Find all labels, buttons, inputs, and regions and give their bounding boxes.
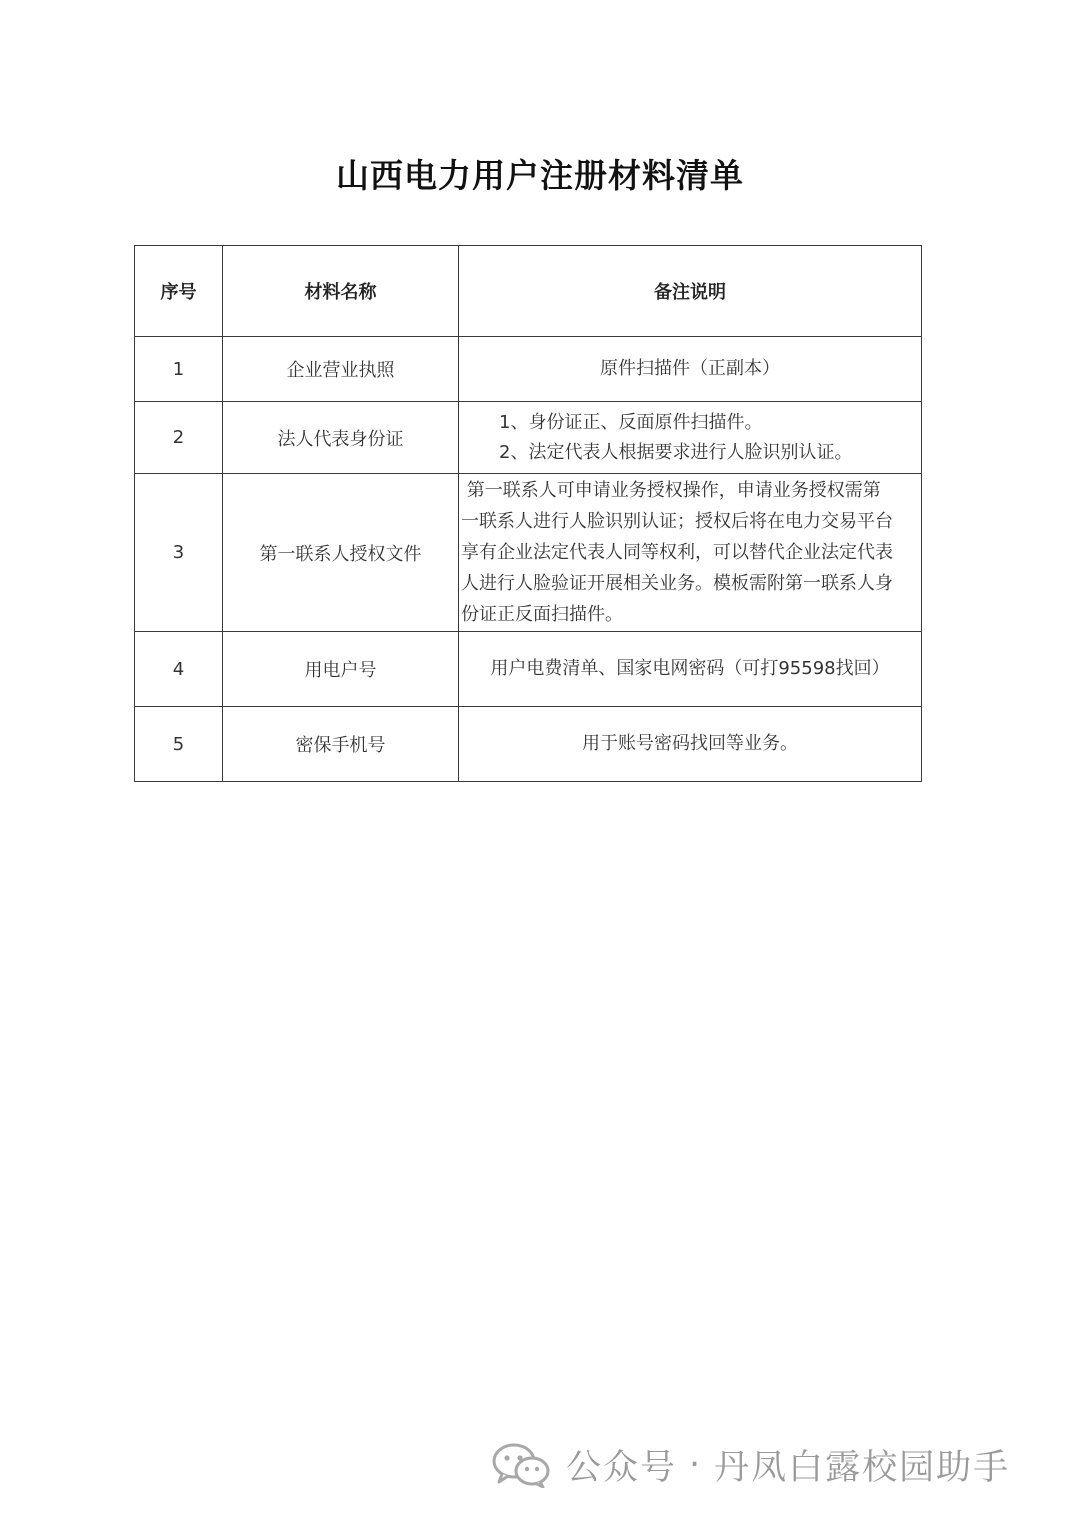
material-name: 企业营业执照 xyxy=(223,337,459,402)
table-row xyxy=(135,474,922,632)
remark-line: 一联系人进行人脸识别认证；授权后将在电力交易平台 xyxy=(461,511,893,532)
table-row xyxy=(135,402,922,474)
row-number: 4 xyxy=(135,632,223,707)
header-material-name: 材料名称 xyxy=(223,246,459,337)
watermark xyxy=(490,1440,1010,1490)
table-header-row xyxy=(135,246,922,337)
remark-line: 份证正反面扫描件。 xyxy=(461,604,623,625)
remark-line: 人进行人脸验证开展相关业务。模板需附第一联系人身 xyxy=(461,573,893,594)
row-number: 3 xyxy=(135,474,223,632)
table-row xyxy=(135,337,922,402)
material-name: 用电户号 xyxy=(223,632,459,707)
watermark-account-name: 丹凤白露校园助手 xyxy=(714,1448,1011,1488)
remark: 用于账号密码找回等业务。 xyxy=(459,707,922,782)
document-title: 山西电力用户注册材料清单 xyxy=(336,156,744,195)
material-name: 法人代表身份证 xyxy=(223,402,459,474)
material-name: 第一联系人授权文件 xyxy=(223,474,459,632)
material-name: 密保手机号 xyxy=(223,707,459,782)
table-row xyxy=(135,632,922,707)
remark-line: 2、法定代表人根据要求进行人脸识别认证。 xyxy=(499,441,853,463)
remark-line: 第一联系人可申请业务授权操作，申请业务授权需第 xyxy=(461,480,881,501)
header-serial: 序号 xyxy=(135,246,223,337)
remark-line: 享有企业法定代表人同等权利，可以替代企业法定代表 xyxy=(461,542,893,563)
row-number: 5 xyxy=(135,707,223,782)
wechat-icon xyxy=(490,1442,552,1488)
header-remarks: 备注说明 xyxy=(459,246,922,337)
watermark-separator: · xyxy=(689,1445,703,1485)
remark: 用户电费清单、国家电网密码（可打95598找回） xyxy=(459,632,922,707)
row-number: 2 xyxy=(135,402,223,474)
watermark-account-label: 公众号 xyxy=(566,1448,678,1488)
remark: 原件扫描件（正副本） xyxy=(459,337,922,402)
row-number: 1 xyxy=(135,337,223,402)
remark xyxy=(459,474,922,632)
table-row xyxy=(135,707,922,782)
materials-table xyxy=(134,245,922,782)
remark-line: 1、身份证正、反面原件扫描件。 xyxy=(499,411,763,433)
remark xyxy=(459,402,922,474)
